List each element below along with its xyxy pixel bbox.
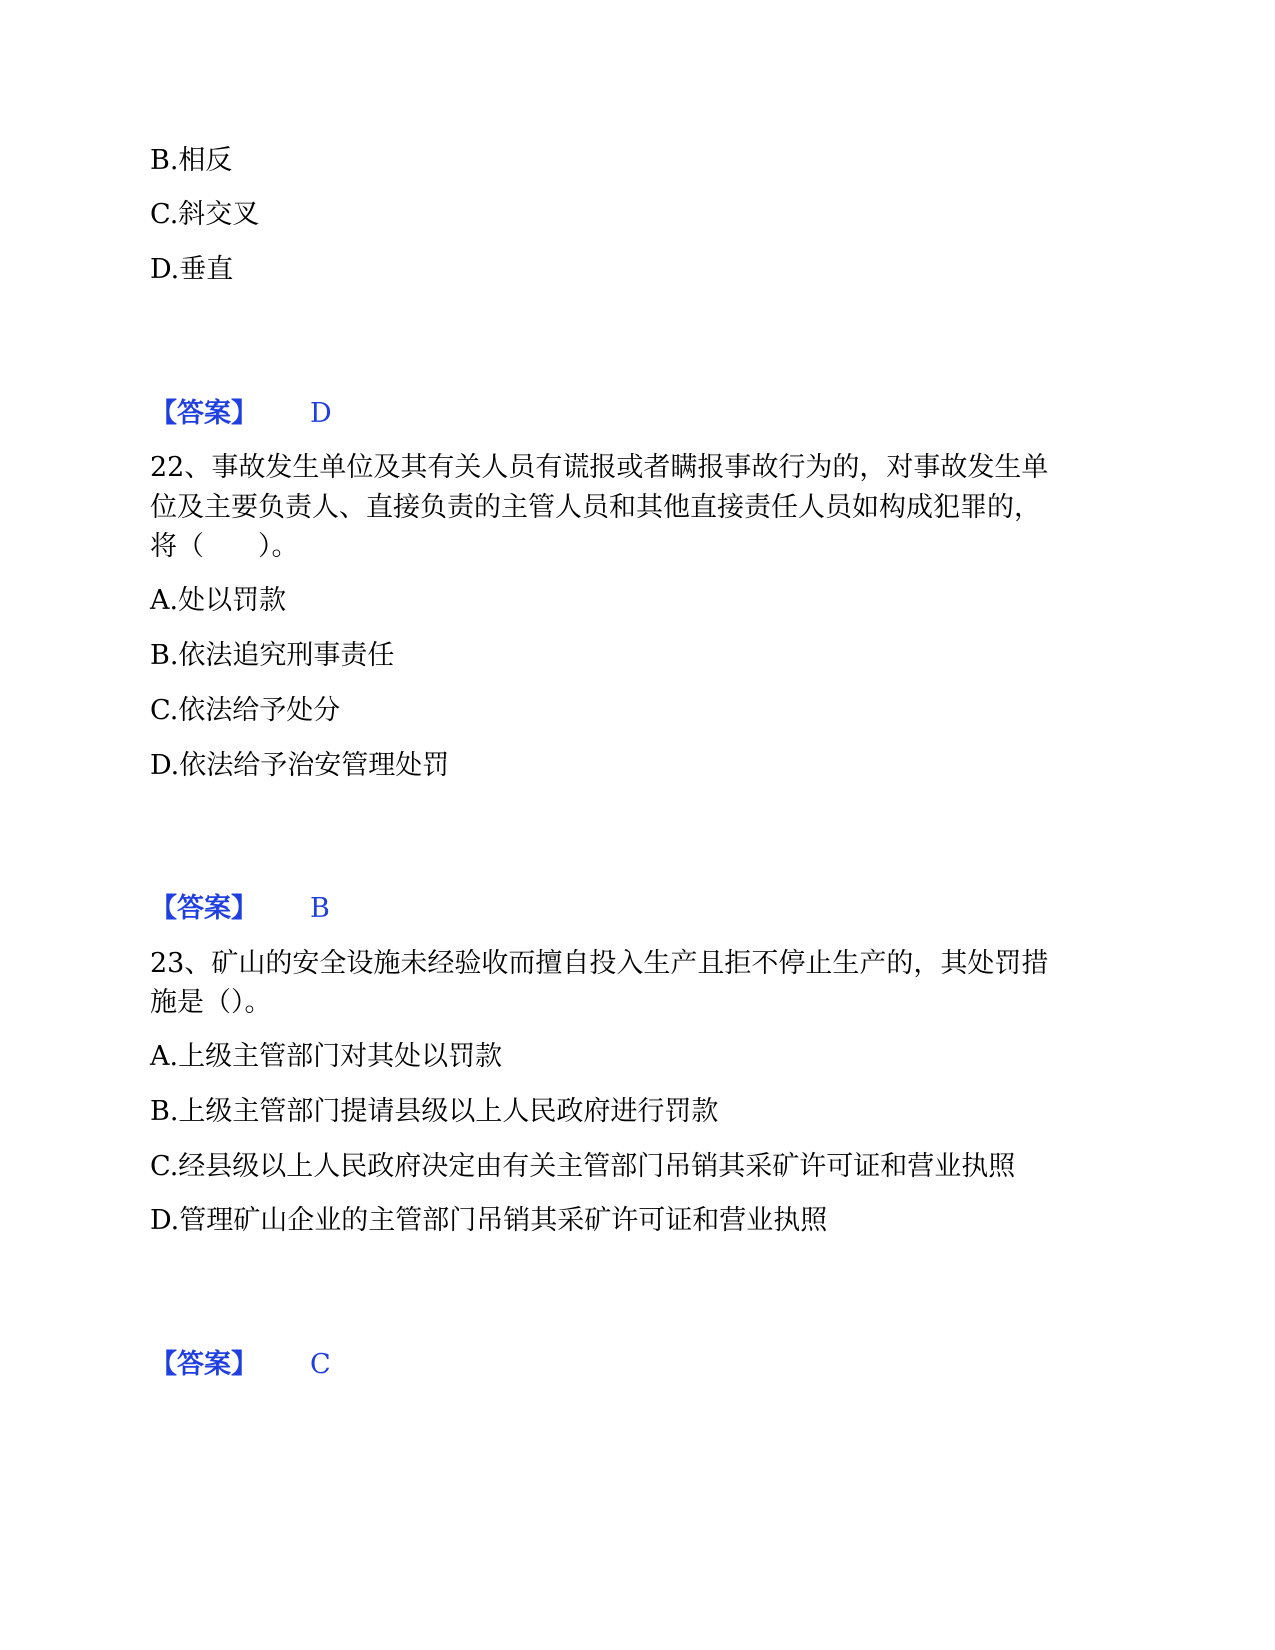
q22-stem-line-2: 位及主要负责人、直接负责的主管人员和其他直接责任人员如构成犯罪的， <box>150 492 1041 523</box>
q23-answer <box>150 1347 331 1383</box>
q22-stem-line-1: 22、事故发生单位及其有关人员有谎报或者瞒报事故行为的，对事故发生单 <box>150 452 1049 483</box>
answer-value: C <box>310 1349 331 1380</box>
q23-option-c: C.经县级以上人民政府决定由有关主管部门吊销其采矿许可证和营业执照 <box>150 1151 1016 1182</box>
answer-label: 【答案】 <box>150 1349 258 1380</box>
answer-value: D <box>310 398 332 429</box>
q22-option-a: A.处以罚款 <box>150 585 287 616</box>
q21-option-b: B.相反 <box>150 145 233 176</box>
q22-option-d: D.依法给予治安管理处罚 <box>150 750 450 781</box>
q21-option-c: C.斜交叉 <box>150 199 260 230</box>
answer-value: B <box>310 893 330 924</box>
q22-option-c: C.依法给予处分 <box>150 695 341 726</box>
answer-label: 【答案】 <box>150 893 258 924</box>
q22-stem-line-3: 将（ ）。 <box>150 531 299 562</box>
q22-answer <box>150 891 330 927</box>
q21-answer <box>150 396 332 432</box>
q23-option-d: D.管理矿山企业的主管部门吊销其采矿许可证和营业执照 <box>150 1205 828 1236</box>
q23-stem-line-2: 施是（）。 <box>150 987 272 1018</box>
answer-label: 【答案】 <box>150 398 258 429</box>
q22-option-b: B.依法追究刑事责任 <box>150 640 395 671</box>
q23-option-a: A.上级主管部门对其处以罚款 <box>150 1041 503 1072</box>
q23-stem-line-1: 23、矿山的安全设施未经验收而擅自投入生产且拒不停止生产的，其处罚措 <box>150 948 1049 979</box>
q23-option-b: B.上级主管部门提请县级以上人民政府进行罚款 <box>150 1096 719 1127</box>
q21-option-d: D.垂直 <box>150 254 234 285</box>
